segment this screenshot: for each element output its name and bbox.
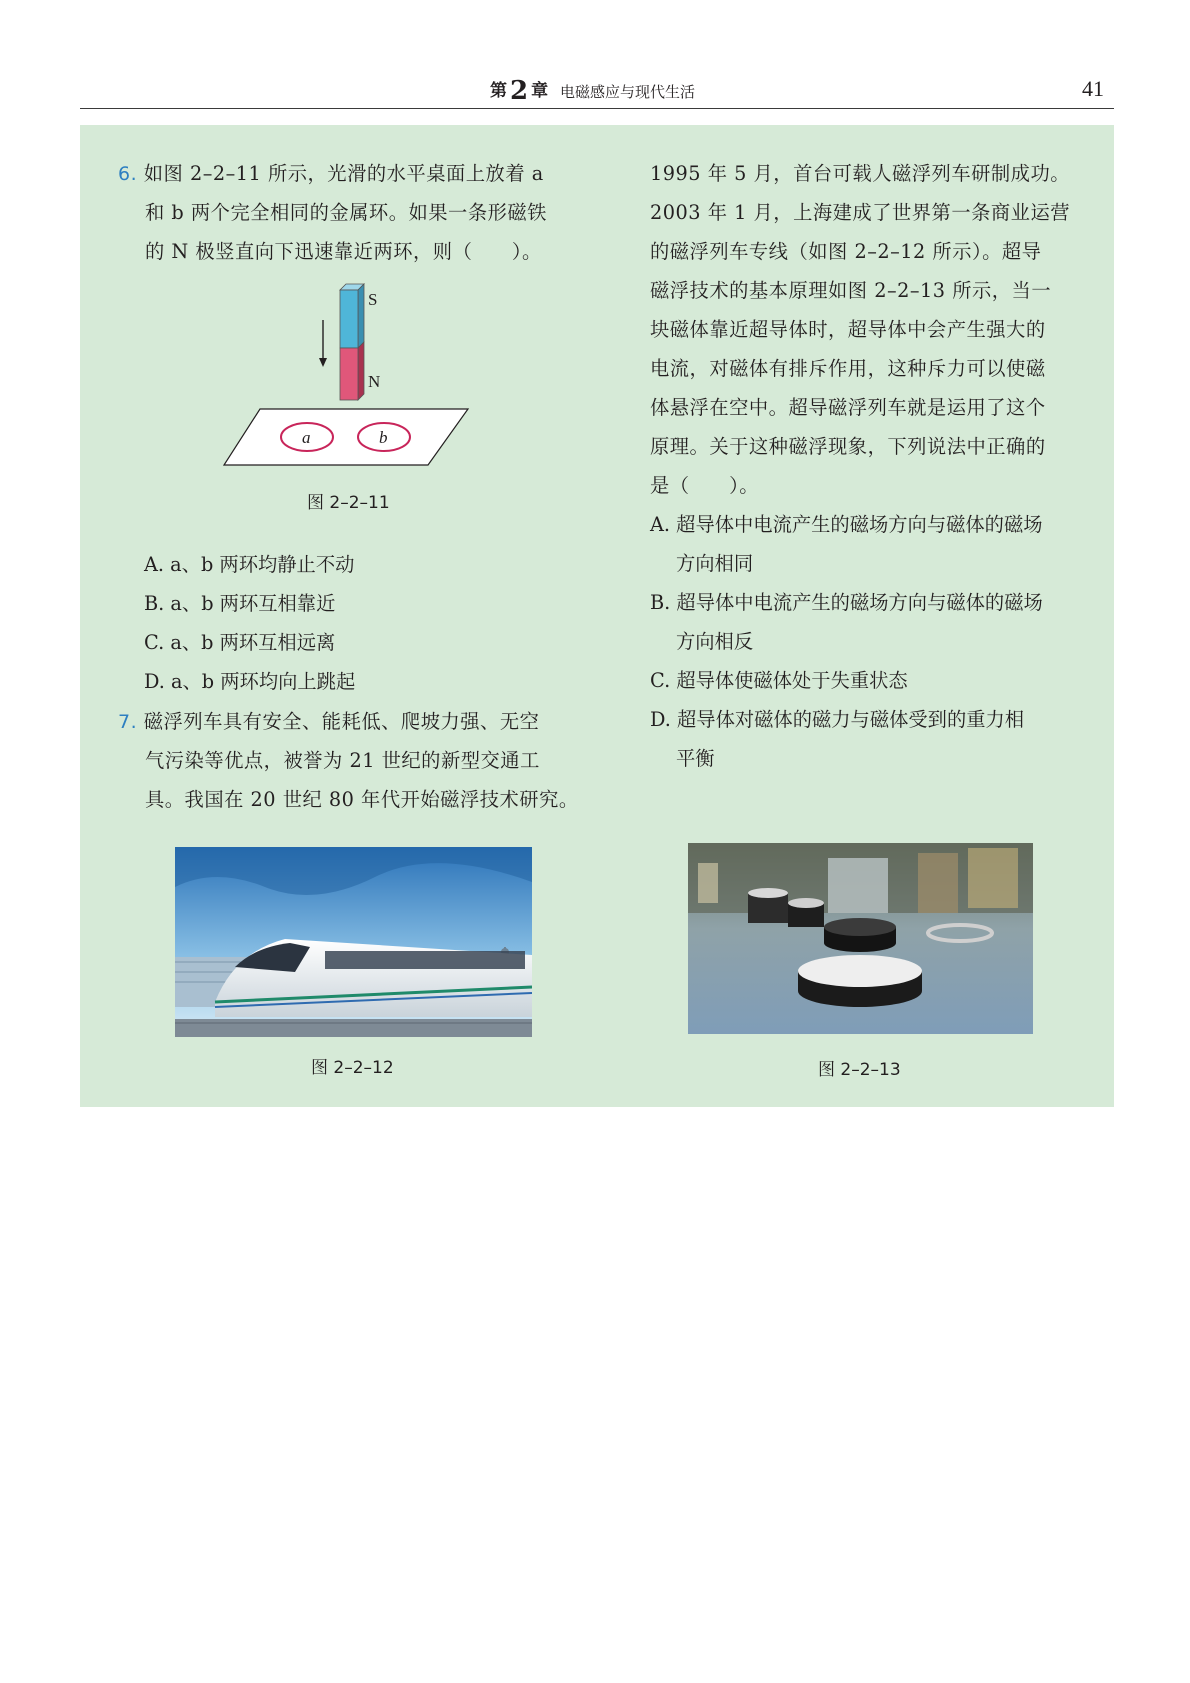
q7-option-c: C. 超导体使磁体处于失重状态: [650, 669, 908, 692]
table-surface: [224, 409, 468, 465]
figure-2-2-11-caption: 图 2–2–11: [307, 493, 390, 513]
q6-option-c: C. a、b 两环互相远离: [144, 631, 336, 654]
q7-right-line-6: 电流，对磁体有排斥作用，这种斥力可以使磁: [650, 357, 1046, 380]
q7-option-a-cont: 方向相同: [676, 552, 754, 575]
magnet-side-n: [358, 342, 364, 400]
ring-a-label: a: [302, 428, 311, 447]
q6-line-2: 和 b 两个完全相同的金属环。如果一条形磁铁: [145, 201, 547, 224]
figure-2-2-12-caption: 图 2–2–12: [311, 1058, 394, 1078]
figure-2-2-13-caption: 图 2–2–13: [818, 1060, 901, 1080]
q7-option-d-cont: 平衡: [676, 747, 715, 770]
q7-right-line-4: 磁浮技术的基本原理如图 2–2–13 所示，当一: [650, 279, 1052, 302]
q6-option-d: D. a、b 两环均向上跳起: [144, 670, 356, 693]
q7-option-d: D. 超导体对磁体的磁力与磁体受到的重力相: [650, 708, 1025, 731]
q7-option-a: A. 超导体中电流产生的磁场方向与磁体的磁场: [650, 513, 1043, 536]
maglev-train-illustration: [175, 847, 532, 1037]
chapter-label: [490, 76, 548, 106]
figure-2-2-12-maglev-photo: [175, 847, 532, 1037]
arrow-head: [319, 358, 327, 367]
q7-right-line-8: 原理。关于这种磁浮现象，下列说法中正确的: [650, 435, 1046, 458]
q7-right-line-2: 2003 年 1 月，上海建成了世界第一条商业运营: [650, 201, 1071, 224]
q7-right-line-1: 1995 年 5 月，首台可载人磁浮列车研制成功。: [650, 162, 1071, 185]
page-header: [80, 70, 1114, 109]
q7-right-line-5: 块磁体靠近超导体时，超导体中会产生强大的: [650, 318, 1046, 341]
figure-2-2-13-levitation-photo: [688, 843, 1033, 1034]
chapter-suffix: 章: [531, 81, 549, 101]
q7-right-line-3: 的磁浮列车专线（如图 2–2–12 所示）。超导: [650, 240, 1042, 263]
levitation-illustration: [688, 843, 1033, 1034]
q7-line-1: [118, 702, 539, 742]
chapter-prefix: 第: [490, 81, 507, 101]
q6-option-b: B. a、b 两环互相靠近: [144, 592, 336, 615]
q7-option-b: B. 超导体中电流产生的磁场方向与磁体的磁场: [650, 591, 1043, 614]
q7-right-line-7: 体悬浮在空中。超导磁浮列车就是运用了这个: [650, 396, 1046, 419]
q6-line-3: 的 N 极竖直向下迅速靠近两环，则（ ）。: [145, 240, 542, 263]
q6-number: 6.: [118, 163, 138, 185]
chapter-title: 电磁感应与现代生活: [560, 83, 696, 101]
magnet-n-pole: [340, 348, 358, 400]
label-n: N: [368, 372, 381, 391]
q7-line-3: 具。我国在 20 世纪 80 年代开始磁浮技术研究。: [145, 788, 579, 811]
q7-right-line-9: 是（ ）。: [650, 474, 760, 497]
q6-option-a: A. a、b 两环均静止不动: [144, 553, 355, 576]
q7-option-b-cont: 方向相反: [676, 630, 754, 653]
ring-b-label: b: [379, 428, 388, 447]
page-number: 41: [1082, 76, 1104, 101]
magnet-side-s: [358, 284, 364, 348]
q6-text-1: 如图 2–2–11 所示，光滑的水平桌面上放着 a: [143, 162, 544, 185]
q6-line-1: [118, 154, 544, 194]
q7-line-2: 气污染等优点，被誉为 21 世纪的新型交通工: [145, 749, 540, 772]
chapter-number: 2: [510, 76, 529, 106]
q7-text-1: 磁浮列车具有安全、能耗低、爬坡力强、无空: [143, 710, 540, 733]
q7-number: 7.: [118, 711, 138, 733]
figure-2-2-11: [220, 282, 480, 472]
label-s: S: [368, 290, 378, 309]
magnet-s-pole: [340, 290, 358, 348]
